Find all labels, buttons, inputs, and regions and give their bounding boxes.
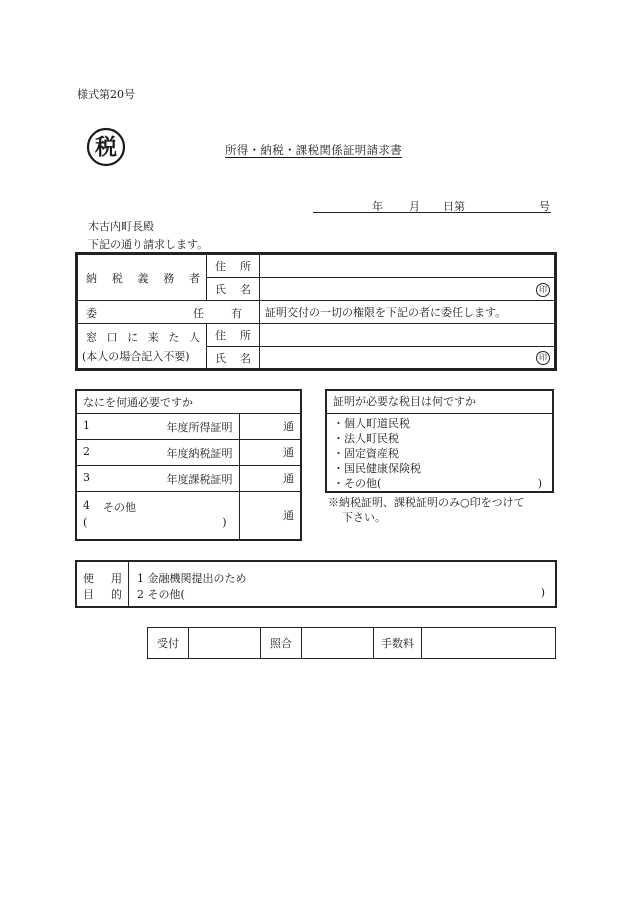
fee-field[interactable] <box>422 628 556 659</box>
request-header: なにを何通必要ですか <box>77 391 300 413</box>
visitor-address-label: 住 所 <box>207 324 260 347</box>
taxpayer-name-label: 氏 名 <box>207 278 260 301</box>
tax-items-note: ※納税証明、課税証明のみ○印をつけて 下さい。 <box>328 496 525 524</box>
form-number: 様式第20号 <box>77 88 135 101</box>
visitor-label: 窓 口 に 来 た 人 (本人の場合記入不要) <box>78 324 207 369</box>
tax-item[interactable]: ・法人町民税 <box>333 432 399 445</box>
purpose-option-2-close: ) <box>540 586 545 599</box>
request-count-field[interactable]: 通 <box>239 413 300 439</box>
request-table <box>75 389 302 541</box>
purpose-label: 使 用 目 的 <box>77 562 129 606</box>
checked-label: 照合 <box>261 628 302 659</box>
office-use-table <box>147 627 556 659</box>
tax-items-box <box>325 389 554 493</box>
purpose-box <box>75 560 557 608</box>
fee-label: 手数料 <box>374 628 422 659</box>
visitor-stamp-icon: 印 <box>536 351 550 365</box>
taxpayer-address-field[interactable] <box>260 255 555 278</box>
delegation-label: 委 任 有 <box>78 301 260 324</box>
taxpayer-label: 納 税 義 務 者 <box>78 255 207 301</box>
tax-items-list <box>327 416 552 491</box>
delegation-statement: 証明交付の一切の権限を下記の者に委任します。 <box>260 301 555 324</box>
date-month-label: 月 <box>409 200 420 213</box>
date-year-label: 年 <box>372 200 383 213</box>
document-title: 所得・納税・課税関係証明請求書 <box>225 143 402 157</box>
visitor-name-field[interactable] <box>260 347 555 369</box>
taxpayer-name-field[interactable] <box>260 278 555 301</box>
tax-seal-icon <box>86 127 126 167</box>
request-row: 2 年度納税証明 <box>77 439 239 465</box>
purpose-option-2[interactable]: 2 その他( <box>137 588 185 601</box>
tax-item[interactable]: ・固定資産税 <box>333 447 399 460</box>
date-number-label: 号 <box>539 200 550 213</box>
tax-items-header: 証明が必要な税目は何ですか <box>327 391 552 414</box>
request-other-row[interactable]: 4 その他 ( ) <box>77 491 239 539</box>
taxpayer-stamp-icon: 印 <box>536 283 550 297</box>
received-label: 受付 <box>148 628 189 659</box>
received-field[interactable] <box>189 628 261 659</box>
tax-seal-char: 税 <box>94 134 118 161</box>
checked-field[interactable] <box>302 628 374 659</box>
date-day-no-label: 日第 <box>443 200 465 213</box>
request-count-field[interactable]: 通 <box>239 465 300 491</box>
addressee: 木古内町長殿 <box>88 220 154 233</box>
visitor-name-label: 氏 名 <box>207 347 260 369</box>
purpose-option-1[interactable]: 1 金融機関提出のため <box>137 572 247 585</box>
visitor-address-field[interactable] <box>260 324 555 347</box>
date-number-line[interactable] <box>313 197 551 213</box>
request-row: 3 年度課税証明 <box>77 465 239 491</box>
request-count-field[interactable]: 通 <box>239 491 300 539</box>
applicant-table <box>75 252 557 371</box>
tax-item[interactable]: ・国民健康保険税 <box>333 462 421 475</box>
request-count-field[interactable]: 通 <box>239 439 300 465</box>
taxpayer-address-label: 住 所 <box>207 255 260 278</box>
tax-item[interactable]: ・その他( ) <box>333 477 542 490</box>
request-row: 1 年度所得証明 <box>77 413 239 439</box>
request-line: 下記の通り請求します。 <box>88 238 209 251</box>
tax-item[interactable]: ・個人町道民税 <box>333 417 410 430</box>
